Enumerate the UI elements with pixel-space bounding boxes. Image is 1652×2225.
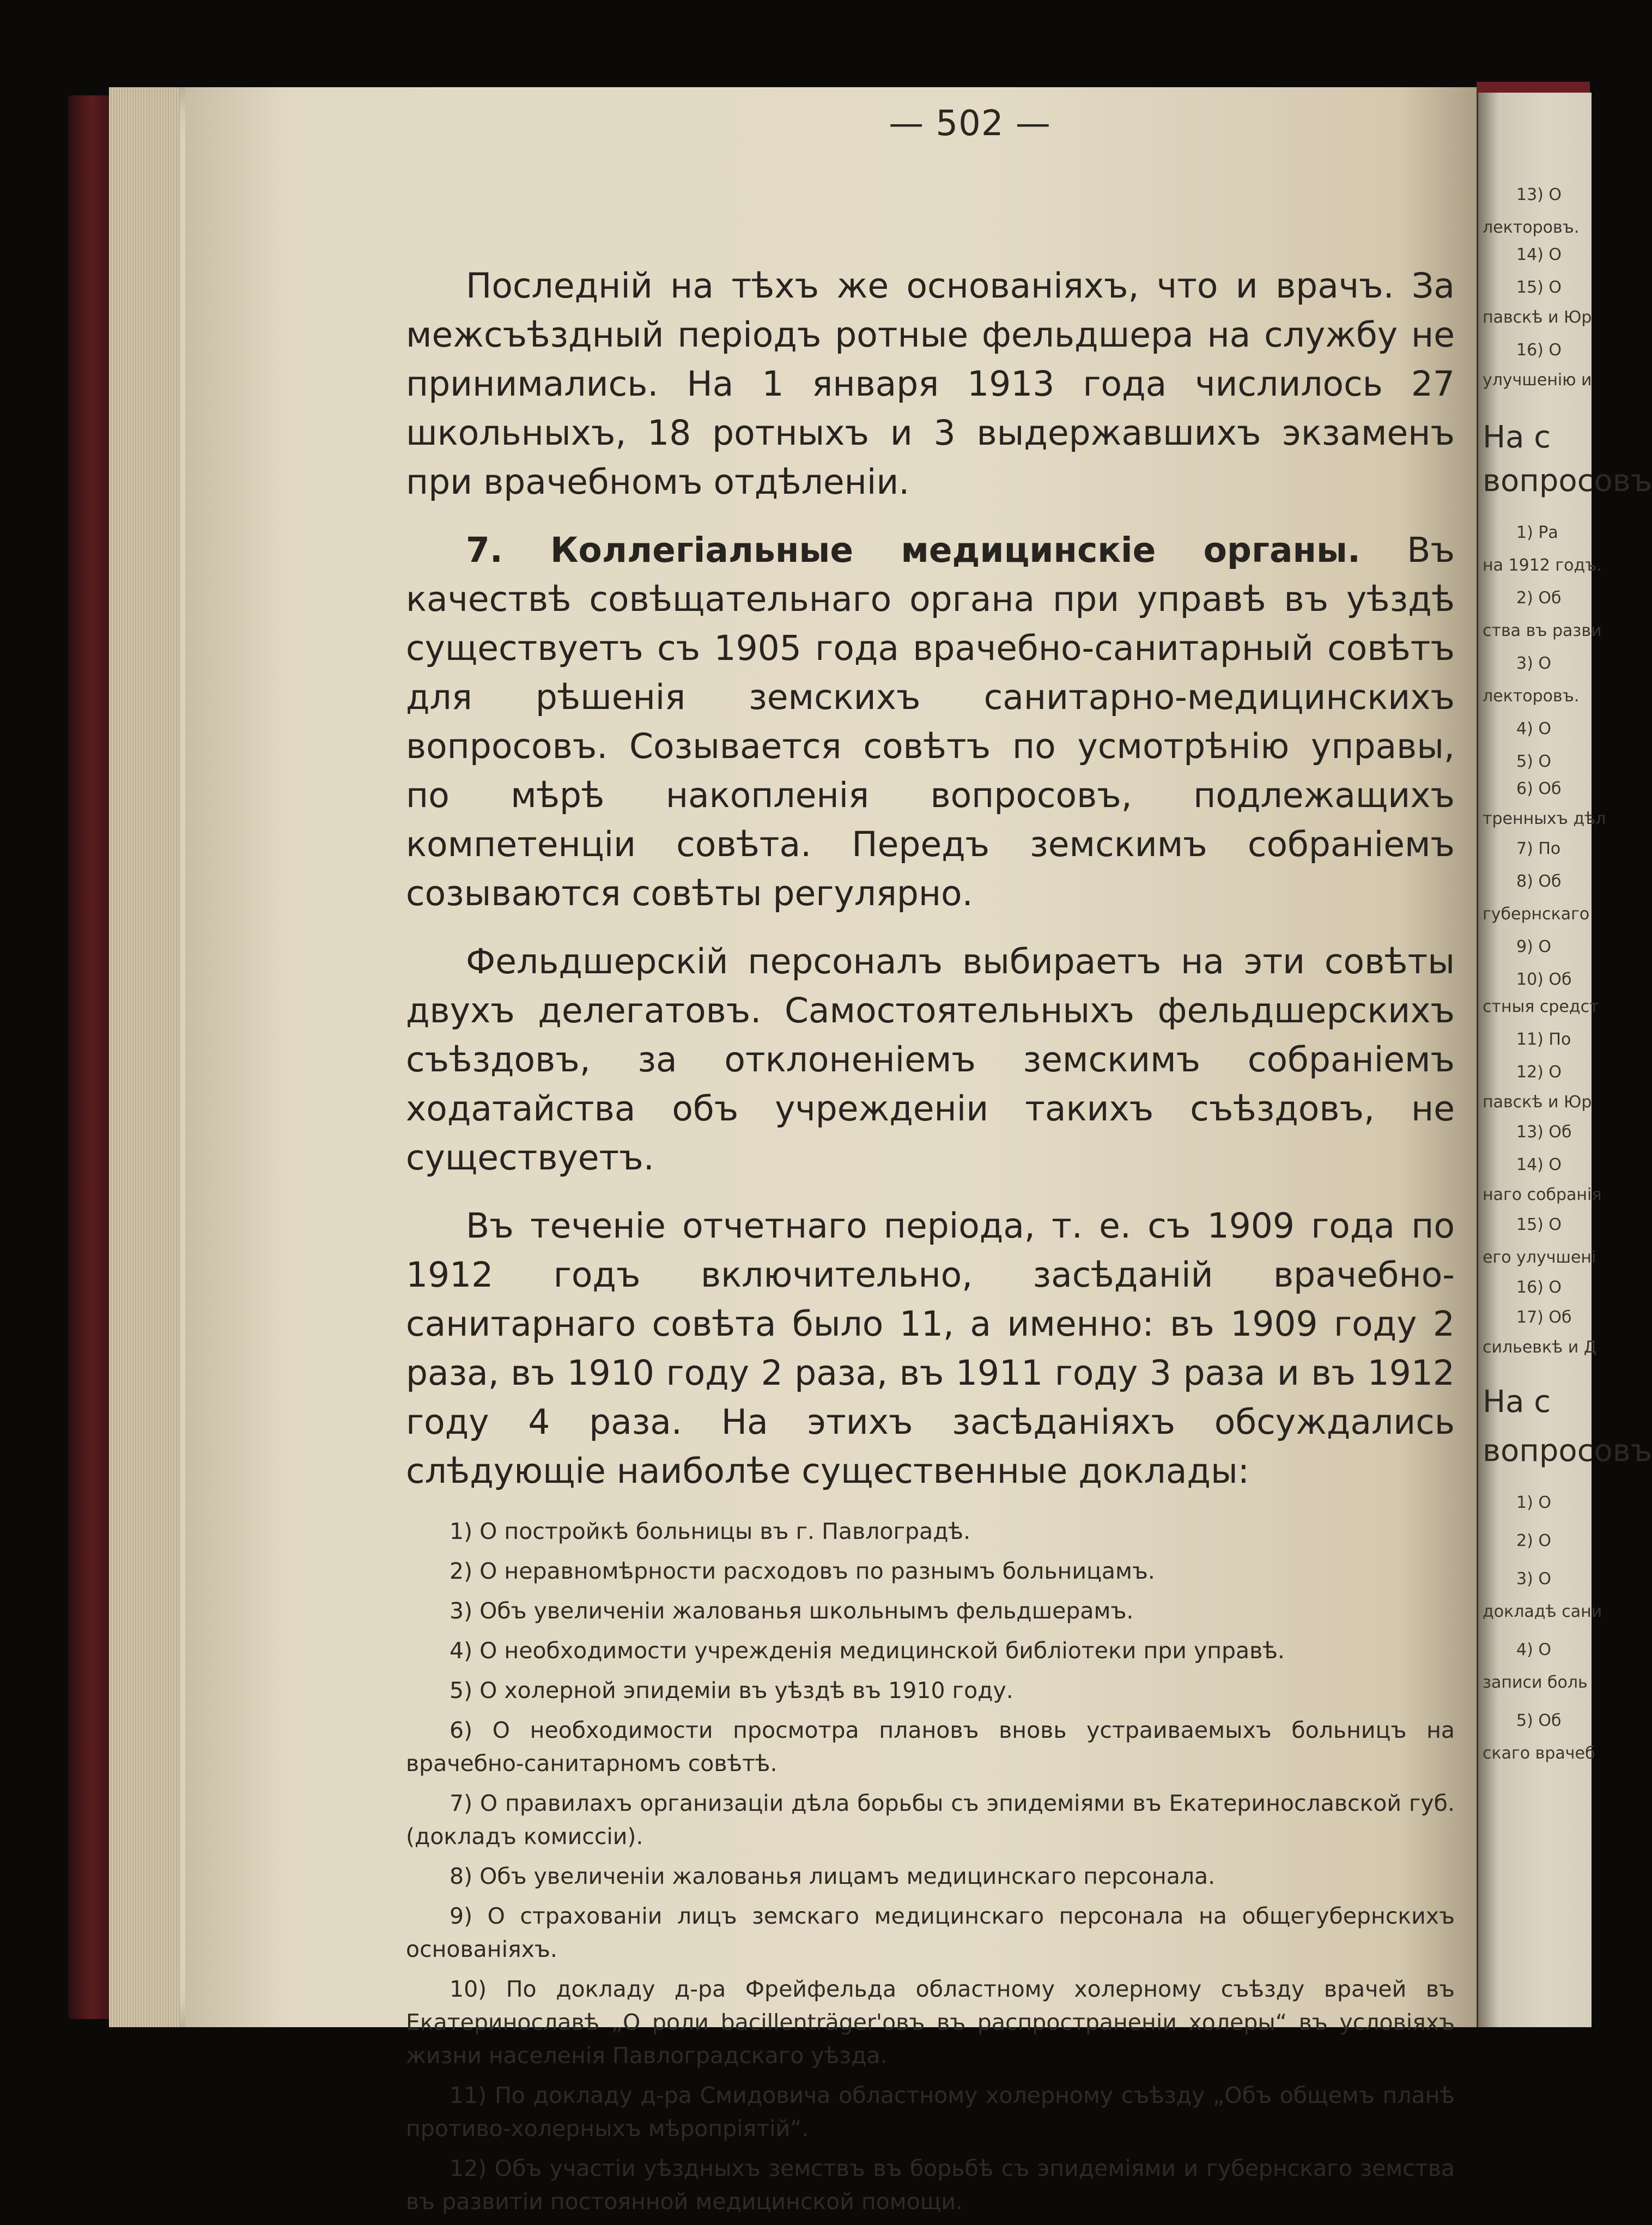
right-page-fragment: 11) По bbox=[1516, 1030, 1571, 1049]
right-page-fragment: На с bbox=[1483, 1384, 1551, 1420]
paragraph: Въ теченіе отчетнаго періода, т. е. съ 1909 года по 1912 годъ включительно, засѣданій врачебно-санитарнаго совѣта было 11, а именно: въ 1909 году 2 раза, въ 1910 году 2 раза, въ 1911 году 3 раза и въ 1912 году 4 раза. На этихъ засѣданіяхъ обсуждались слѣдующіе наиболѣе существенные доклады: bbox=[406, 1206, 1455, 1491]
right-page-fragment: губернскаго bbox=[1483, 905, 1590, 924]
right-page-fragment: 17) Об bbox=[1516, 1308, 1572, 1327]
right-page-fragment: павскѣ и Юр bbox=[1483, 1093, 1592, 1112]
list-item: 12) Объ участіи уѣздныхъ земствъ въ борьбѣ съ эпидеміями и губернскаго земства въ развитіи постоянной медицинской помощи. bbox=[406, 2155, 1455, 2215]
right-page-fragment: докладѣ сани bbox=[1483, 1602, 1602, 1621]
section-heading: 7. Коллегіальные медицинскіе органы. bbox=[466, 530, 1361, 570]
right-page-fragment: 5) Об bbox=[1516, 1711, 1562, 1730]
right-page-fragment: ства въ разви bbox=[1483, 621, 1602, 640]
paragraph: Фельдшерскій персоналъ выбираетъ на эти совѣты двухъ делегатовъ. Самостоятельныхъ фельдшерскихъ съѣздовъ, за отклоненіемъ земскимъ собраніемъ ходатайства объ учрежденіи такихъ съѣздовъ, не существуетъ. bbox=[406, 942, 1455, 1178]
list-item: 2) О неравномѣрности расходовъ по разнымъ больницамъ. bbox=[450, 1558, 1155, 1584]
paragraph: Последній на тѣхъ же основаніяхъ, что и врачъ. За межсъѣздный періодъ ротные фельдшера на службу не принимались. На 1 января 1913 года числилось 27 школьныхъ, 18 ротныхъ и 3 выдержавшихъ экзаменъ при врачебномъ отдѣленіи. bbox=[406, 266, 1455, 502]
list-item: 11) По докладу д-ра Смидовича областному холерному съѣзду „Объ общемъ планѣ противо-холерныхъ мѣропріятій“. bbox=[406, 2082, 1455, 2142]
right-page bbox=[1477, 93, 1652, 2027]
right-page-fragment: 6) Об bbox=[1516, 779, 1562, 798]
right-page-fragment: 2) Об bbox=[1516, 589, 1562, 608]
right-page-fragment: 2) О bbox=[1516, 1531, 1551, 1550]
right-page-fragment: 1) О bbox=[1516, 1493, 1551, 1512]
right-page-fragment: На с bbox=[1483, 420, 1551, 455]
right-page-fragment: тренныхъ дѣл bbox=[1483, 809, 1606, 828]
right-page-fragment: лекторовъ. bbox=[1483, 218, 1580, 237]
right-page-fragment: сильевкѣ и Д bbox=[1483, 1338, 1597, 1357]
right-page-fragment: стныя средст bbox=[1483, 997, 1599, 1016]
right-page-fragment: 15) О bbox=[1516, 278, 1562, 297]
right-page-fragment: 8) Об bbox=[1516, 872, 1562, 891]
list-item: 5) О холерной эпидеміи въ уѣздѣ въ 1910 году. bbox=[450, 1677, 1013, 1703]
right-page-fragment: 12) О bbox=[1516, 1063, 1562, 1082]
list-item: 4) О необходимости учрежденія медицинской библіотеки при управѣ. bbox=[450, 1638, 1285, 1664]
list-item: 8) Объ увеличеніи жалованья лицамъ медицинскаго персонала. bbox=[450, 1863, 1216, 1889]
reports-list bbox=[406, 1515, 1455, 2218]
right-page-fragment: вопросовъ bbox=[1483, 1433, 1652, 1469]
right-page-fragment: 7) По bbox=[1516, 839, 1561, 858]
list-item: 3) Объ увеличеніи жалованья школьнымъ фельдшерамъ. bbox=[450, 1598, 1134, 1624]
right-page-fragment: 16) О bbox=[1516, 1278, 1562, 1297]
right-page-fragment: павскѣ и Юр bbox=[1483, 308, 1592, 327]
right-page-fragment: вопросовъ bbox=[1483, 463, 1652, 499]
page-text bbox=[406, 262, 1455, 2225]
right-page-fragment: 3) О bbox=[1516, 654, 1551, 673]
right-page-fragment: скаго врачеб bbox=[1483, 1744, 1595, 1763]
right-page-fragment: 1) Ра bbox=[1516, 523, 1558, 542]
right-page-fragment: записи боль bbox=[1483, 1673, 1588, 1692]
right-page-fragment: 9) О bbox=[1516, 937, 1551, 956]
list-item: 6) О необходимости просмотра плановъ вновь устраиваемыхъ больницъ на врачебно-санитарномъ совѣтѣ. bbox=[406, 1717, 1455, 1777]
right-page-fragment: его улучшені bbox=[1483, 1248, 1596, 1267]
right-page-fragment: 14) О bbox=[1516, 1155, 1562, 1174]
right-page-fragment: 16) О bbox=[1516, 341, 1562, 360]
right-page-fragment: лекторовъ. bbox=[1483, 687, 1580, 706]
right-page-fragment: 5) О bbox=[1516, 752, 1551, 771]
right-page-fragment: на 1912 годъ. bbox=[1483, 556, 1602, 575]
right-page-fragment: 3) О bbox=[1516, 1569, 1551, 1589]
list-item: 10) По докладу д-ра Фрейфельда областному холерному съѣзду врачей въ Екатеринославѣ „О роли bacillenträger'овъ въ распространеніи холеры“ въ условіяхъ жизни населенія Павлоградскаго уѣзда. bbox=[406, 1976, 1455, 2069]
right-page-fragment: 13) О bbox=[1516, 185, 1562, 204]
right-page-fragment: 15) О bbox=[1516, 1215, 1562, 1234]
list-item: 7) О правилахъ организаціи дѣла борьбы съ эпидеміями въ Екатеринославской губ. (докладъ комиссіи). bbox=[406, 1790, 1455, 1850]
right-page-fragment: 10) Об bbox=[1516, 970, 1572, 989]
page-number: — 502 — bbox=[889, 104, 1051, 144]
right-page-fragment: 14) О bbox=[1516, 245, 1562, 264]
right-page-fragment: 4) О bbox=[1516, 719, 1551, 738]
right-page-fragment: 13) Об bbox=[1516, 1123, 1572, 1142]
right-page-fragment: наго собранія bbox=[1483, 1185, 1602, 1204]
section-text: Въ качествѣ совѣщательнаго органа при управѣ въ уѣздѣ существуетъ съ 1905 года врачебно-санитарный совѣтъ для рѣшенія земскихъ санитарно-медицинскихъ вопросовъ. Созывается совѣтъ по усмотрѣнію управы, по мѣрѣ накопленія вопросовъ, подлежащихъ компетенціи совѣта. Передъ земскимъ собраніемъ созываются совѣты регулярно. bbox=[406, 530, 1455, 913]
list-item: 1) О постройкѣ больницы въ г. Павлоградѣ. bbox=[450, 1518, 971, 1544]
paragraph-section-7 bbox=[406, 526, 1455, 918]
right-page-fragment: 4) О bbox=[1516, 1640, 1551, 1659]
list-item: 9) О страхованіи лицъ земскаго медицинскаго персонала на общегубернскихъ основаніяхъ. bbox=[406, 1903, 1455, 1962]
page-stack-edge bbox=[109, 87, 180, 2027]
right-page-fragment: улучшенію и bbox=[1483, 371, 1592, 390]
